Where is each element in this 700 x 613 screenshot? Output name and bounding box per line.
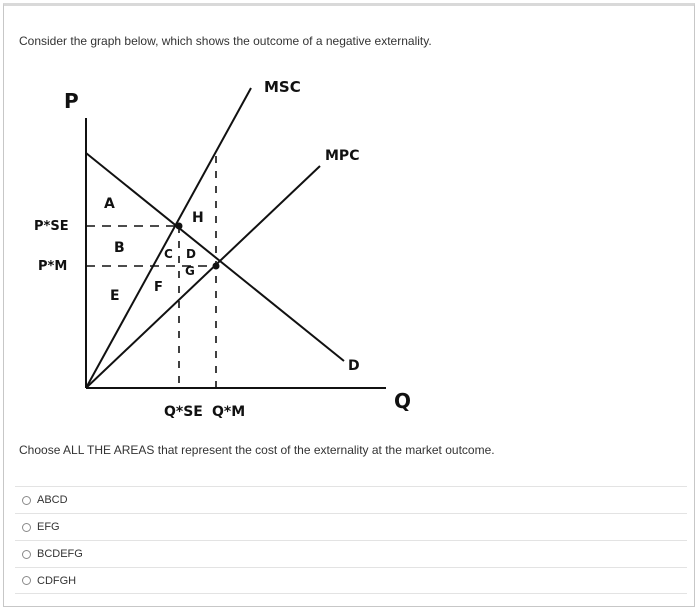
area-e-label: E [110,288,120,304]
demand-curve [86,153,344,361]
area-d-label: D [186,247,196,261]
option-label: ABCD [37,494,68,506]
market-equilibrium-point [213,263,220,270]
msc-curve [86,88,251,388]
q-m-label: Q*M [212,404,246,420]
area-h-label: H [192,210,204,226]
option-abcd[interactable] [15,486,687,513]
q-se-label: Q*SE [164,404,203,420]
question-text: Choose ALL THE AREAS that represent the cost of the externality at the market outcome. [19,443,495,457]
demand-label: D [348,358,360,374]
externality-graph [14,66,434,436]
mpc-curve [86,166,320,388]
option-label: BCDEFG [37,548,83,560]
option-cdfgh[interactable] [15,567,687,594]
radio-button-icon[interactable] [22,550,31,559]
radio-button-icon[interactable] [22,523,31,532]
mpc-label: MPC [325,148,360,164]
answer-options [15,486,687,594]
area-a-label: A [104,196,115,212]
msc-label: MSC [264,78,301,96]
question-prompt: Consider the graph below, which shows the outcome of a negative externality. [19,34,432,48]
question-card [3,3,695,607]
option-bcdefg[interactable] [15,540,687,567]
option-label: EFG [37,521,60,533]
radio-button-icon[interactable] [22,576,31,585]
area-f-label: F [154,280,163,295]
x-axis-label: Q [394,389,412,413]
area-b-label: B [114,240,125,256]
p-m-label: P*M [38,259,68,274]
y-axis-label: P [64,89,79,113]
option-efg[interactable] [15,513,687,540]
radio-button-icon[interactable] [22,496,31,505]
area-g-label: G [185,264,195,278]
social-equilibrium-point [176,223,183,230]
area-c-label: C [164,247,173,261]
graph-drawing [14,66,434,431]
p-se-label: P*SE [34,219,69,234]
option-label: CDFGH [37,574,77,587]
